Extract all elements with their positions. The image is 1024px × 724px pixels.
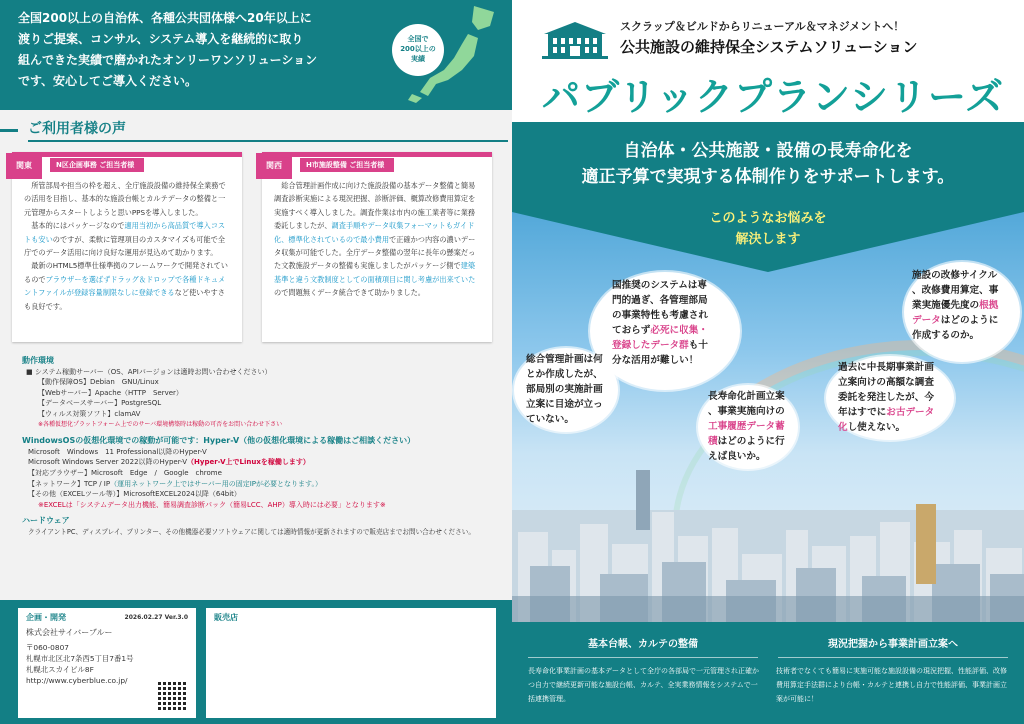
server-items <box>22 377 502 430</box>
section-title-hardware: ハードウェア <box>22 516 70 526</box>
bubble-line <box>838 360 934 375</box>
version-label: 2026.02.27 Ver.3.0 <box>124 614 188 621</box>
feature-text-1: 長寿命化事業計画の基本データとして全庁の各部局で一元管理され正確かつ自力で継続更新可能な施設台帳、カルテ、全実業務情報をシステムで一括連携管理。 <box>528 667 759 703</box>
bubble-text: 作成するのか。 <box>912 330 980 341</box>
body-text: で正確かつ内容の濃いデータ収集が可能でした。全庁データ整備の翌年に長年の懸案だった文教施設データの整備も実施しましたがパッケージ側で <box>274 234 476 271</box>
bubble-text: 、改修費用算定、事 <box>912 285 999 296</box>
company-zip: 〒060-0807 <box>26 643 69 652</box>
bubble-line <box>708 389 785 404</box>
bubble-highlight: 登録したデータ群 <box>612 340 689 351</box>
worry-heading <box>512 208 1024 250</box>
section-title-windows: WindowsOSの仮想化環境での稼動が可能です：Hyper-V（他の仮想化環境による稼働はご相談ください） <box>22 436 416 446</box>
bubble-text: 年はすでに <box>838 407 887 418</box>
bubble-text: はどのように <box>940 315 999 326</box>
bubble-text: 業実施優先度の <box>912 300 980 311</box>
highlight-text: 適用当初から高品質で導入コストも安い <box>24 221 226 244</box>
bubble-text: 門的過ぎ、各管理部局 <box>612 295 708 306</box>
virtualization-note: ※各種仮想化プラットフォーム上でのサーバ環境構築時は稼動の可否をお問い合わせ下さい <box>38 420 283 428</box>
track-record-badge <box>392 24 444 76</box>
bubble-text: 委託を発注したが、今 <box>838 392 934 403</box>
other-item: 【その他（EXCELツール等）】MicrosoftEXCEL2024以降（64bit） <box>28 490 241 499</box>
bubble-text: 部局別の実施計画 <box>526 384 603 395</box>
bubble-highlight: データ <box>912 315 941 326</box>
testimonial-author: H市施設整備 ご担当者様 <box>300 158 394 172</box>
highlight-text: ブラウザーを選ばずドラッグ＆ドロップで各種ドキュメントファイルが登録容量制限なしに登録できる <box>24 274 226 298</box>
network-note: （運用ネットワーク上ではサーバー用の固定IPが必要となります。） <box>110 479 322 488</box>
bubble-line <box>838 420 934 435</box>
excel-note: ※EXCELは「システムデータ出力機能、簡易調査診断パック（簡易LCC、AHP）導入時には必要」となります※ <box>38 500 386 509</box>
server-item: 【ウィルス対策ソフト】clamAV <box>38 409 141 418</box>
bubble-text: 国推奨のシステムは専 <box>612 280 707 291</box>
dealer-box <box>206 608 496 718</box>
bubble-line <box>526 412 603 427</box>
bubble-line <box>838 405 934 420</box>
region-tag: 関東 <box>6 153 42 179</box>
concern-bubble-5 <box>826 356 954 440</box>
badge-line: 200以上の <box>400 45 436 53</box>
bubble-line <box>612 308 708 323</box>
feature-title-1: 基本台帳、カルテの整備 <box>528 632 758 658</box>
bubble-text: し使えない。 <box>847 422 906 433</box>
cityscape-image <box>512 470 1024 622</box>
bubble-text: 立案向けの高額な調査 <box>838 377 934 388</box>
network-item <box>28 479 502 490</box>
testimonial-paragraph <box>24 219 232 259</box>
headline-line: 適正予算で実現する体制作りをサポートします。 <box>581 167 955 187</box>
feature-text-2: 技術者でなくても簡易に実施可能な施設設備の現況把握、性能評価、改修費用算定手法群により台帳・カルテと連携し自力で性能評価、事業計画立案が可能に！ <box>776 667 1007 703</box>
testimonial-body <box>274 179 482 300</box>
bubble-line <box>526 367 603 382</box>
bubble-text: 立案に目途が立っ <box>526 399 603 410</box>
hardware-text: クライアントPC、ディスプレイ、プリンター、その他機器必要ソフトウェアに関しては適時情報が更新されますので販売店までお問い合わせください。 <box>28 527 475 536</box>
bubble-line <box>912 268 998 283</box>
concern-bubble-3 <box>514 348 618 432</box>
headline-text <box>512 138 1024 190</box>
body-text: のですが、柔軟に管理項目のカスタマイズも可能で全庁でのデータ活用に向け良好な運用が見込めて助かります。 <box>24 234 226 258</box>
bubble-line <box>612 323 708 338</box>
bubble-text: 、事業実施向けの <box>708 406 785 417</box>
requirements-section <box>22 354 502 538</box>
bubble-line <box>838 390 934 405</box>
windows-item: Microsoft Windows 11 Professional以降のHyper-V <box>28 447 207 456</box>
bubble-text: とか作成したが、 <box>526 369 603 380</box>
bubble-line <box>612 278 708 293</box>
bubble-text: えば良いか。 <box>708 451 766 462</box>
bubble-highlight: お古データ <box>886 407 935 418</box>
bubble-text: 長寿命化計画立案 <box>708 391 785 402</box>
server-line: ■ システム稼動サーバー（OS、APIバージョンは適時お問い合わせください） <box>26 367 272 376</box>
bubble-text: 分な活用が難しい！ <box>612 355 699 366</box>
hyperv-note: （Hyper-V上でLinuxを稼働します） <box>187 458 310 467</box>
bubble-line <box>708 449 785 464</box>
company-building: 札幌北スカイビル8F <box>26 665 94 674</box>
bubble-line <box>912 298 998 313</box>
section-title-env: 動作環境 <box>22 356 54 365</box>
server-item: 【動作保障OS】Debian GNU/Linux <box>38 378 159 387</box>
section-title-voice: ご利用者様の声 <box>28 121 126 137</box>
series-title: パブリックプランシリーズ <box>542 75 1005 119</box>
bubble-line <box>612 353 708 368</box>
windows-item-text: Microsoft Windows Server 2022以降のHyper-V <box>28 458 188 467</box>
windows-items <box>22 447 502 511</box>
company-title: 企画・開発 <box>26 613 66 622</box>
bubble-line <box>708 419 785 434</box>
bubble-line <box>838 375 934 390</box>
bubble-text: はどのように行 <box>717 436 785 447</box>
server-item: 【Webサーバー】Apache（HTTP Server） <box>38 388 183 397</box>
right-page <box>512 0 1024 724</box>
bubble-line <box>912 328 998 343</box>
bubble-line <box>526 397 603 412</box>
testimonial-body <box>24 179 232 313</box>
bubble-text: 総合管理計画は何 <box>526 354 603 365</box>
badge-line: 実績 <box>411 55 425 63</box>
bubble-text: ていない。 <box>526 414 574 425</box>
server-item: 【データベースサーバー】PostgreSQL <box>38 399 162 408</box>
bubble-highlight: 必死に収集・ <box>650 325 708 336</box>
badge-line: 全国で <box>407 35 429 43</box>
feature-title-2: 現況把握から事業計画立案へ <box>778 632 1008 658</box>
bubble-text: の事業特性も考慮され <box>612 310 708 321</box>
bubble-line <box>612 293 708 308</box>
highlight-text: 建築基準と違う文教制度としての面積項目に関し考慮が出来ていた <box>274 261 476 284</box>
bubble-line <box>708 434 785 449</box>
bubble-line <box>708 404 785 419</box>
testimonial-paragraph <box>24 259 232 313</box>
headline-line: 自治体・公共施設・設備の長寿命化を <box>623 141 913 161</box>
intro-text <box>18 8 378 92</box>
bubble-highlight: 化 <box>838 422 848 433</box>
testimonial-paragraph <box>24 179 232 219</box>
bubble-text: も十 <box>688 340 708 351</box>
browser-item: 【対応ブラウザー】Microsoft Edge / Google chrome <box>28 468 222 477</box>
bubble-text: ておらず <box>612 325 651 336</box>
bubble-highlight: 根拠 <box>979 300 999 311</box>
company-name: 株式会社サイバーブルー <box>26 628 113 637</box>
concern-bubble-4 <box>698 385 798 469</box>
company-address: 札幌市北区北7条西5丁目7番1号 <box>26 654 134 663</box>
dealer-title: 販売店 <box>214 613 238 622</box>
windows-item <box>28 457 502 468</box>
bubble-highlight: 積 <box>708 436 718 447</box>
bubble-line <box>526 382 603 397</box>
body-text: ので問題無くデータ統合できて助かりました。 <box>274 288 425 298</box>
divider <box>0 129 18 132</box>
region-tag: 関西 <box>256 153 292 179</box>
testimonial-card-kanto <box>12 152 242 342</box>
bubble-line <box>526 352 603 367</box>
intro-line: です、安心してご導入ください。 <box>18 74 198 88</box>
intro-line: 全国200以上の自治体、各種公共団体様へ20年以上に <box>18 11 312 25</box>
bubble-highlight: 工事履歴データ蓄 <box>708 421 785 432</box>
worry-line: このようなお悩みを <box>709 211 827 226</box>
qr-code-overlay <box>158 680 188 710</box>
body-text: 基本的にはパッケージなので <box>31 221 125 231</box>
bubble-text: 施設の改修サイクル <box>912 270 998 281</box>
network-text: 【ネットワーク】TCP / IP <box>28 479 111 488</box>
body-text: 所管部局や担当の枠を超え、全庁施設設備の維持保全業務での活用を目指し、基本的な施設台帳とカルテデータの整備と一元管理からスタートしようと思いPPSを導入しました。 <box>24 181 226 217</box>
testimonial-author: N区企画事務 ご担当者様 <box>50 158 144 172</box>
intro-line: 渡りご提案、コンサル、システム導入を継続的に取り <box>18 32 304 46</box>
body-text: 最新のHTML5標準仕様準拠のフレームワークで開発されているので <box>24 261 228 284</box>
company-box <box>18 608 196 718</box>
bubble-line <box>612 338 708 353</box>
testimonial-card-kansai <box>262 152 492 342</box>
body-text: など使いやすさも良好です。 <box>24 288 225 311</box>
concern-bubble-2 <box>904 262 1020 362</box>
subtitle: 公共施設の維持保全システムソリューション <box>620 38 918 56</box>
body-text: 総合管理計画作成に向けた施設設備の基本データ整備と簡易調査診断実施による現況把握、診断評価、概算改修費用算定を実施すべく導入しました。調査作業は市内の施工業者等に業務委託しましたが、 <box>274 181 476 231</box>
bubble-line <box>912 313 998 328</box>
bubble-line <box>912 283 998 298</box>
building-logo-icon <box>542 20 608 60</box>
intro-line: 組んできた実績で磨かれたオンリーワンソリューション <box>18 53 318 67</box>
worry-line: 解決します <box>735 232 801 247</box>
company-header <box>26 612 188 623</box>
divider <box>28 140 508 142</box>
bubble-text: 過去に中長期事業計画 <box>838 362 934 373</box>
company-url-link[interactable]: http://www.cyberblue.co.jp/ <box>26 676 128 685</box>
tagline: スクラップ＆ビルドからリニューアル＆マネジメントへ！ <box>620 20 905 33</box>
highlight-text: 調査手順やデータ収集フォーマットもガイド化、標準化されているので最小費用 <box>274 221 475 244</box>
testimonial-paragraph <box>274 179 482 300</box>
